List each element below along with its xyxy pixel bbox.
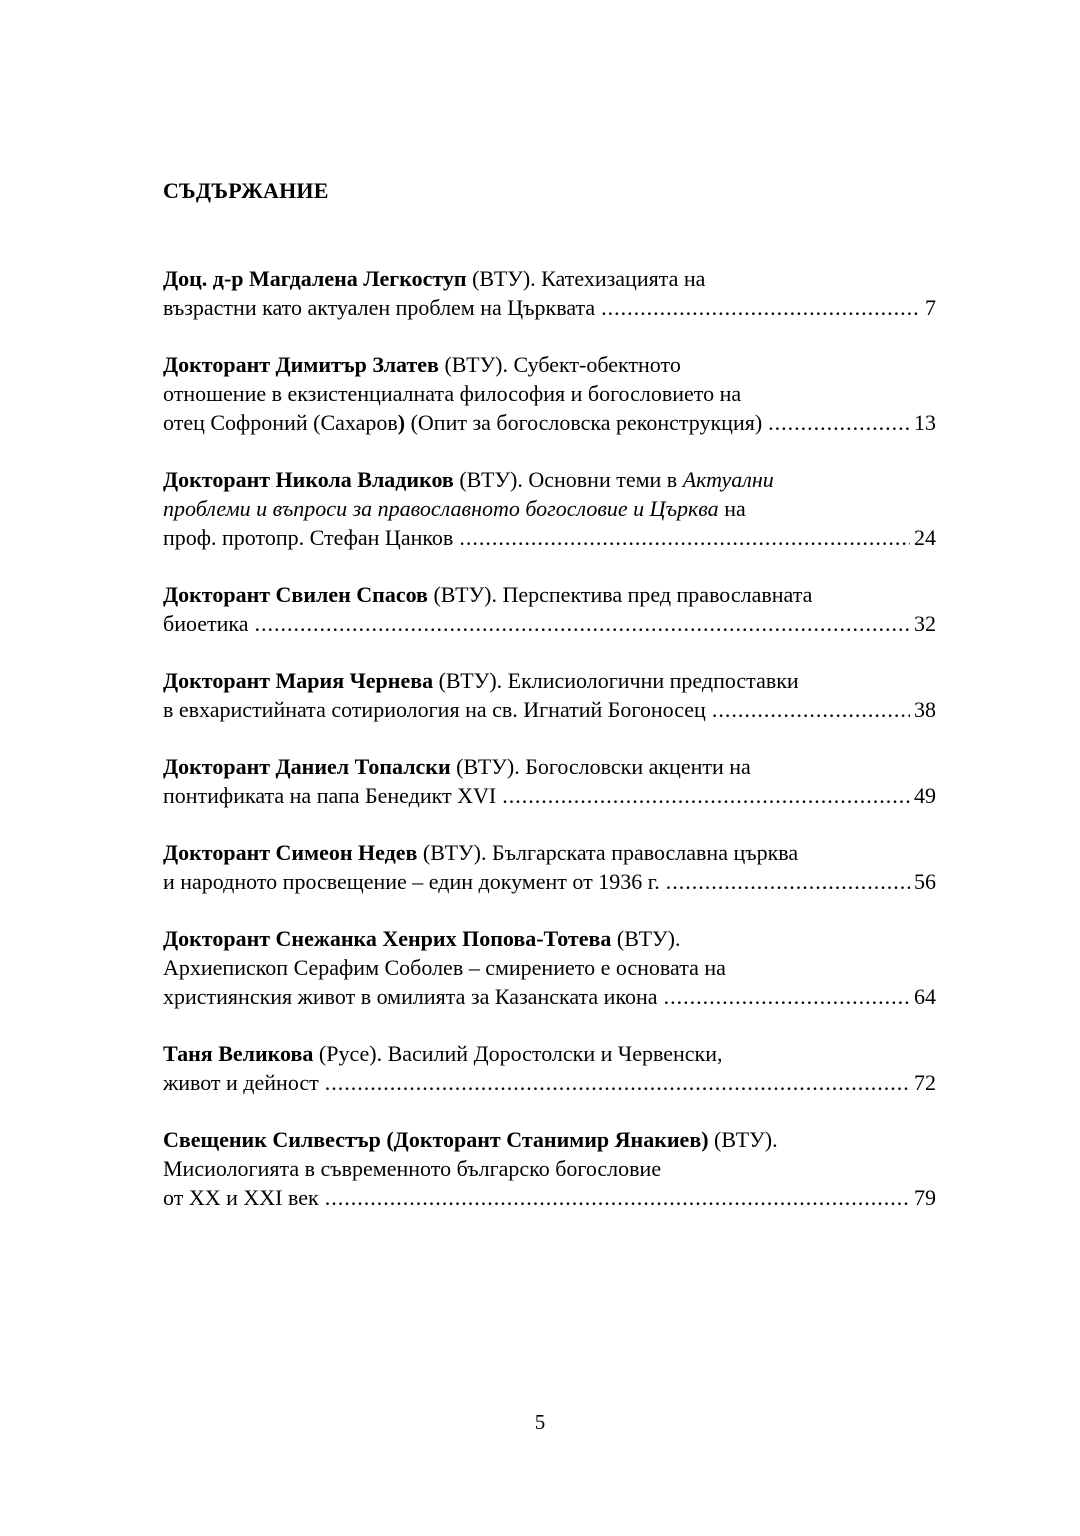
entry-last-text [163, 609, 249, 638]
entry-last-line [163, 523, 936, 552]
entry-text: (ВТУ). Основни теми в [453, 467, 683, 492]
dot-leader [666, 867, 910, 896]
entry-last-line [163, 1068, 936, 1097]
entry-text: понтификата на папа Бенедикт XVI [163, 783, 497, 808]
entry-last-text [163, 695, 706, 724]
entry-text: възрастни като актуален проблем на Църквата [163, 295, 596, 320]
entry-page-number: 64 [914, 984, 936, 1009]
dot-leader [325, 1068, 910, 1097]
entry-last-text [163, 1183, 319, 1212]
dot-leader [664, 982, 910, 1011]
dot-leader [255, 609, 910, 638]
entry-text: биоетика [163, 611, 249, 636]
entry-line [163, 666, 936, 695]
entry-last-line [163, 867, 936, 896]
toc-entry[interactable] [163, 1125, 936, 1212]
entry-last-line [163, 408, 936, 437]
page-number: 5 [534, 1410, 546, 1434]
entry-title-italic: Актуални [682, 467, 774, 492]
entry-text: на [718, 496, 746, 521]
entry-author: Докторант Свилен Спасов [163, 582, 428, 607]
entry-text: (Опит за богословска реконструкция) [405, 410, 763, 435]
entry-author: Докторант Снежанка Хенрих Попова-Тотева [163, 926, 612, 951]
entry-last-text [163, 523, 453, 552]
table-of-contents [163, 264, 936, 1240]
entry-text: отец Софроний (Сахаров [163, 410, 398, 435]
entry-page-number: 24 [914, 525, 936, 550]
entry-line [163, 1125, 936, 1154]
entry-page-number: 38 [914, 697, 936, 722]
page-title: СЪДЪРЖАНИЕ [163, 178, 329, 203]
dot-leader [768, 408, 910, 437]
entry-last-text [163, 982, 658, 1011]
entry-text: (ВТУ). Българската православна църква [417, 840, 799, 865]
entry-text: (ВТУ). Перспектива пред православната [427, 582, 813, 607]
entry-line [163, 580, 936, 609]
toc-entry[interactable] [163, 752, 936, 810]
entry-last-text [163, 293, 595, 322]
entry-text: (Русе). Василий Доростолски и Червенски, [313, 1041, 723, 1066]
entry-line [163, 264, 936, 293]
entry-line [163, 752, 936, 781]
entry-last-line [163, 1183, 936, 1212]
entry-author: Докторант Даниел Топалски [163, 754, 451, 779]
entry-page-number: 72 [914, 1070, 936, 1095]
entry-last-line [163, 781, 936, 810]
entry-text: (ВТУ). [611, 926, 681, 951]
toc-entry[interactable] [163, 580, 936, 638]
entry-page-number: 13 [914, 410, 936, 435]
entry-author: Докторант Симеон Недев [163, 840, 418, 865]
entry-line [163, 465, 936, 494]
toc-entry[interactable] [163, 666, 936, 724]
entry-author: Докторант Димитър Златев [163, 352, 439, 377]
entry-author: Таня Великова [163, 1041, 314, 1066]
dot-leader [601, 293, 921, 322]
toc-entry[interactable] [163, 838, 936, 896]
toc-entry[interactable] [163, 1039, 936, 1097]
entry-last-line [163, 695, 936, 724]
toc-entry[interactable] [163, 264, 936, 322]
entry-line [163, 494, 936, 523]
entry-page-number: 7 [925, 295, 936, 320]
entry-text: (ВТУ). Еклисиологични предпоставки [433, 668, 799, 693]
entry-text: от XX и XXI век [163, 1185, 319, 1210]
entry-line [163, 379, 936, 408]
entry-title-italic: проблеми и въпроси за православното богословие и Църква [163, 496, 719, 521]
entry-author: Докторант Мария Чернева [163, 668, 434, 693]
entry-page-number: 49 [914, 783, 936, 808]
entry-text: Мисиологията в съвременното българско богословие [163, 1156, 662, 1181]
entry-line [163, 953, 936, 982]
entry-last-text [163, 1068, 319, 1097]
entry-text: живот и дейност [163, 1070, 319, 1095]
entry-author: Докторант Никола Владиков [163, 467, 454, 492]
entry-text: (ВТУ). Катехизацията на [466, 266, 706, 291]
entry-text: Архиепископ Серафим Соболев – смирението е основата на [163, 955, 726, 980]
entry-line [163, 1039, 936, 1068]
entry-text: християнския живот в омилията за Казанската икона [163, 984, 658, 1009]
entry-text: (ВТУ). Субект-обектното [438, 352, 681, 377]
entry-text: (ВТУ). [708, 1127, 778, 1152]
entry-author: ) [397, 410, 406, 435]
toc-entry[interactable] [163, 924, 936, 1011]
entry-line [163, 350, 936, 379]
entry-last-text [163, 867, 660, 896]
entry-author: Свещеник Силвестър (Докторант Станимир Янакиев) [163, 1127, 709, 1152]
entry-line [163, 1154, 936, 1183]
dot-leader [325, 1183, 910, 1212]
entry-last-line [163, 293, 936, 322]
entry-text: отношение в екзистенциалната философия и богословието на [163, 381, 742, 406]
entry-page-number: 56 [914, 869, 936, 894]
entry-text: (ВТУ). Богословски акценти на [450, 754, 751, 779]
entry-text: и народното просвещение – един документ от 1936 г. [163, 869, 660, 894]
dot-leader [459, 523, 910, 552]
entry-last-line [163, 609, 936, 638]
dot-leader [502, 781, 910, 810]
entry-author: Доц. д-р Магдалена Легкоступ [163, 266, 467, 291]
toc-entry[interactable] [163, 465, 936, 552]
entry-last-text [163, 408, 762, 437]
entry-page-number: 32 [914, 611, 936, 636]
entry-line [163, 924, 936, 953]
dot-leader [712, 695, 910, 724]
entry-last-text [163, 781, 496, 810]
toc-entry[interactable] [163, 350, 936, 437]
entry-page-number: 79 [914, 1185, 936, 1210]
entry-line [163, 838, 936, 867]
entry-text: проф. протопр. Стефан Цанков [163, 525, 454, 550]
entry-text: в евхаристийната сотириология на св. Игнатий Богоносец [163, 697, 706, 722]
entry-last-line [163, 982, 936, 1011]
